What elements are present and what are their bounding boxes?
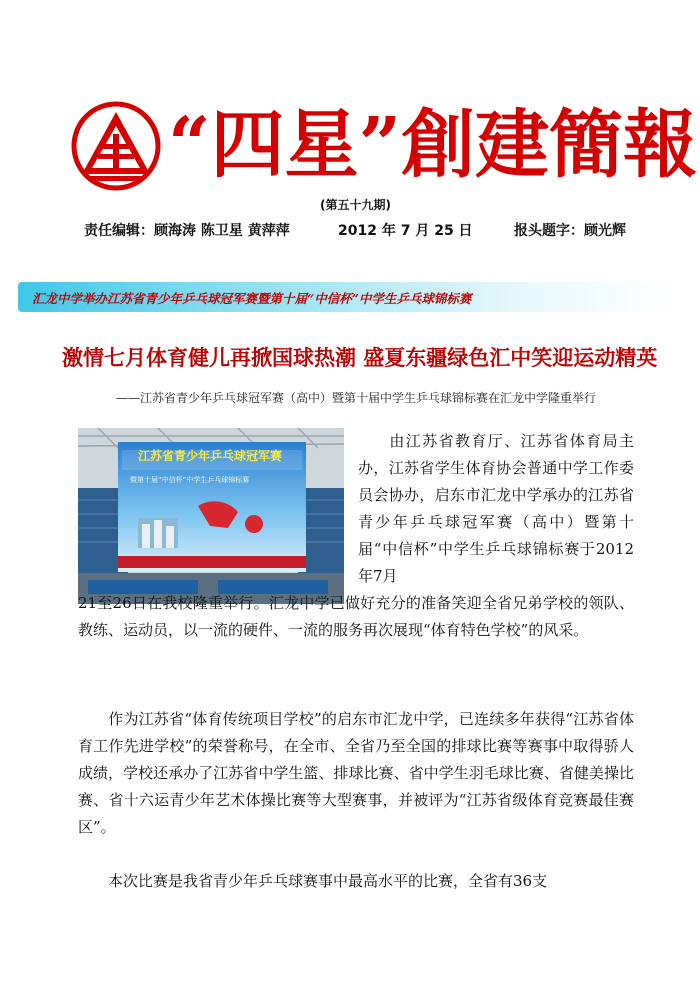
banner-text: 汇龙中学举办江苏省青少年乒乓球冠军赛暨第十届“中信杯”中学生乒乓球锦标赛 — [32, 291, 472, 306]
issue-date: 2012 年 7 月 25 日 — [338, 223, 473, 239]
topic-banner — [0, 276, 700, 318]
article-headline: 激情七月体育健儿再掀国球热潮 盛夏东疆绿色汇中笑迎运动精英 — [62, 345, 658, 370]
article-paragraph-3 — [78, 868, 634, 895]
paragraph-1-text: 由江苏省教育厅、江苏省体育局主办，江苏省学生体育协会普通中学工作委员会协办，启东市汇龙中学承办的江苏省青少年乒乓球冠军赛（高中）暨第十届“中信杯”中学生乒乓球锦标赛于2012年7月 — [358, 432, 634, 585]
paragraph-2-text: 作为江苏省“体育传统项目学校”的启东市汇龙中学，已连续多年获得“江苏省体育工作先进学校”的荣誉称号，在全市、全省乃至全国的排球比赛等赛事中取得骄人成绩，学校还承办了江苏省中学生篮、排球比赛、省中学生羽毛球比赛、省健美操比赛、省十六运青少年艺术体操比赛等大型赛事，并被评为“江苏省级体育竞赛最佳赛区”。 — [78, 710, 634, 836]
editors-text: 责任编辑：顾海涛 陈卫星 黄萍萍 — [84, 223, 290, 239]
article-subheadline: ——江苏省青少年乒乓球冠军赛（高中）暨第十届中学生乒乓球锦标赛在汇龙中学隆重举行 — [116, 391, 597, 405]
paragraph-3-text: 本次比赛是我省青少年乒乓球赛事中最高水平的比赛，全省有36支 — [108, 872, 548, 890]
calligrapher-credit: 报头题字：顾光辉 — [514, 223, 626, 239]
article-paragraph-1-continued: 21至26日在我校隆重举行。汇龙中学已做好充分的准备笑迎全省兄弟学校的领队、教练、运动员，以一流的硬件、一流的服务再次展现“体育特色学校”的风采。 — [78, 594, 634, 639]
issue-number: (第五十九期) — [320, 198, 391, 212]
photo-banner-subtitle: 暨第十届“中信杯”中学生乒乓球锦标赛 — [130, 476, 250, 484]
article-paragraph-2 — [78, 706, 634, 841]
event-photo — [78, 428, 344, 604]
photo-banner-title: 江苏省青少年乒乓球冠军赛 — [138, 449, 283, 463]
school-logo-icon — [70, 100, 162, 192]
article-paragraph-1 — [358, 428, 634, 590]
masthead-title: “四星”創建簡報 — [168, 102, 698, 188]
